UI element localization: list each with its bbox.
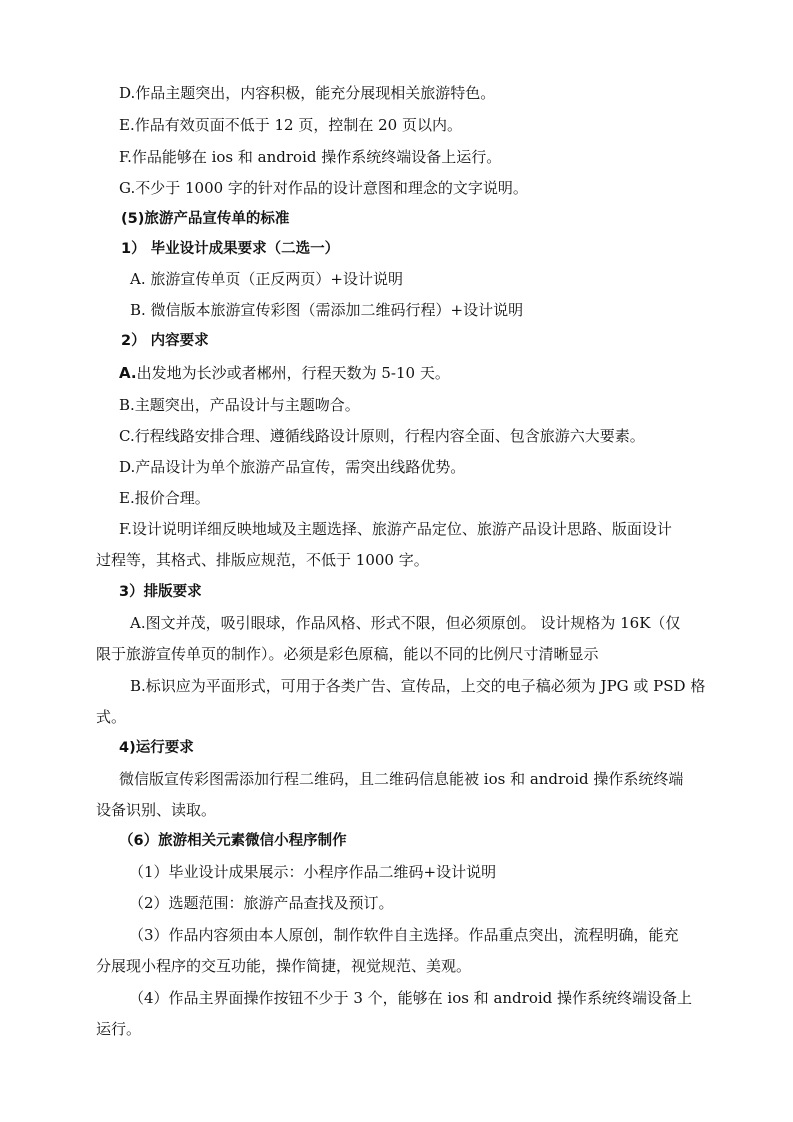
text-line: A.图文并茂，吸引眼球，作品风格、形式不限，但必须原创。 设计规格为 16K（仅 [130,614,681,632]
item-marker: A. [119,364,137,382]
text-line: 设备识别、读取。 [96,801,217,819]
text-line: B.标识应为平面形式，可用于各类广告、宣传品，上交的电子稿必须为 JPG 或 PSD 格 [130,677,706,695]
text-line: （1）毕业设计成果展示：小程序作品二维码+设计说明 [129,863,497,881]
text-line: E.作品有效页面不低于 12 页，控制在 20 页以内。 [119,116,462,134]
subsection-heading: 2） 内容要求 [121,333,209,349]
text-line: G.不少于 1000 字的针对作品的设计意图和理念的文字说明。 [119,179,528,197]
text-line: 微信版宣传彩图需添加行程二维码，且二维码信息能被 ios 和 android 操作系统终端 [119,770,684,788]
text-line: E.报价合理。 [119,489,210,507]
text-line: 分展现小程序的交互功能，操作简捷，视觉规范、美观。 [96,957,472,975]
subsection-heading: 4)运行要求 [119,740,194,756]
section-heading: (5)旅游产品宣传单的标准 [121,211,290,227]
text-line: B. 微信版本旅游宣传彩图（需添加二维码行程）+设计说明 [130,301,524,319]
text-line: D.作品主题突出，内容积极，能充分展现相关旅游特色。 [119,84,496,102]
section-heading: （6）旅游相关元素微信小程序制作 [119,833,347,849]
text-line [119,362,450,384]
text-line: F.作品能够在 ios 和 android 操作系统终端设备上运行。 [119,148,502,166]
text-line: A. 旅游宣传单页（正反两页）+设计说明 [130,270,403,288]
text-line: （3）作品内容须由本人原创，制作软件自主选择。作品重点突出，流程明确，能充 [129,926,679,944]
text-line: 运行。 [96,1020,142,1038]
text-line: 限于旅游宣传单页的制作）。必须是彩色原稿，能以不同的比例尺寸清晰显示 [96,645,599,663]
text-line: （4）作品主界面操作按钮不少于 3 个，能够在 ios 和 android 操作系统终端设备上 [129,989,693,1007]
text-line: D.产品设计为单个旅游产品宣传，需突出线路优势。 [119,458,466,476]
text-line: （2）选题范围：旅游产品查找及预订。 [129,894,394,912]
text-line: F.设计说明详细反映地域及主题选择、旅游产品定位、旅游产品设计思路、版面设计 [119,520,672,538]
text-line: B.主题突出，产品设计与主题吻合。 [119,396,360,414]
item-text: 出发地为长沙或者郴州，行程天数为 5-10 天。 [136,364,450,382]
text-line: C.行程线路安排合理、遵循线路设计原则，行程内容全面、包含旅游六大要素。 [119,427,645,445]
text-line: 式。 [96,708,127,726]
subsection-heading: 3）排版要求 [119,584,202,600]
text-line: 过程等，其格式、排版应规范，不低于 1000 字。 [96,551,429,569]
subsection-heading: 1） 毕业设计成果要求（二选一） [121,241,340,257]
